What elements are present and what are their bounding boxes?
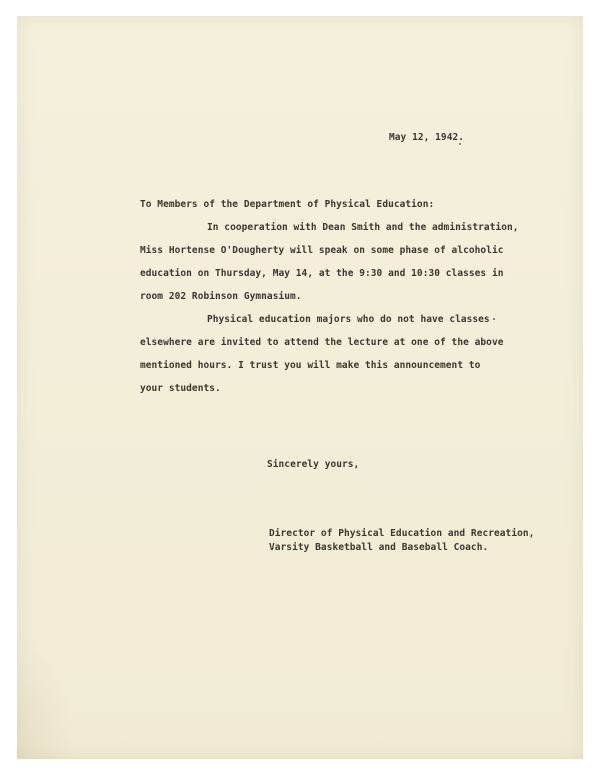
body-line: room 202 Robinson Gymnasium. bbox=[140, 291, 302, 302]
body-line: your students. bbox=[140, 383, 221, 394]
letter-closing: Sincerely yours, bbox=[267, 459, 360, 470]
letter-page bbox=[17, 16, 583, 759]
body-line: Physical education majors who do not have classes bbox=[207, 314, 490, 325]
body-line: mentioned hours. I trust you will make this announcement to bbox=[140, 360, 481, 371]
ink-speck bbox=[493, 318, 495, 320]
body-line: elsewhere are invited to attend the lecture at one of the above bbox=[140, 337, 504, 348]
body-line: education on Thursday, May 14, at the 9:30 and 10:30 classes in bbox=[140, 268, 504, 279]
paper-stain bbox=[17, 639, 77, 759]
body-line: In cooperation with Dean Smith and the administration, bbox=[207, 222, 519, 233]
letter-salutation: To Members of the Department of Physical Education: bbox=[140, 199, 435, 210]
body-line: Miss Hortense O'Dougherty will speak on some phase of alcoholic bbox=[140, 245, 504, 256]
signature-title-line: Director of Physical Education and Recreation, bbox=[269, 528, 535, 539]
letter-date: May 12, 1942. bbox=[389, 132, 465, 143]
signature-title-line: Varsity Basketball and Baseball Coach. bbox=[269, 542, 489, 553]
ink-speck bbox=[459, 143, 461, 145]
